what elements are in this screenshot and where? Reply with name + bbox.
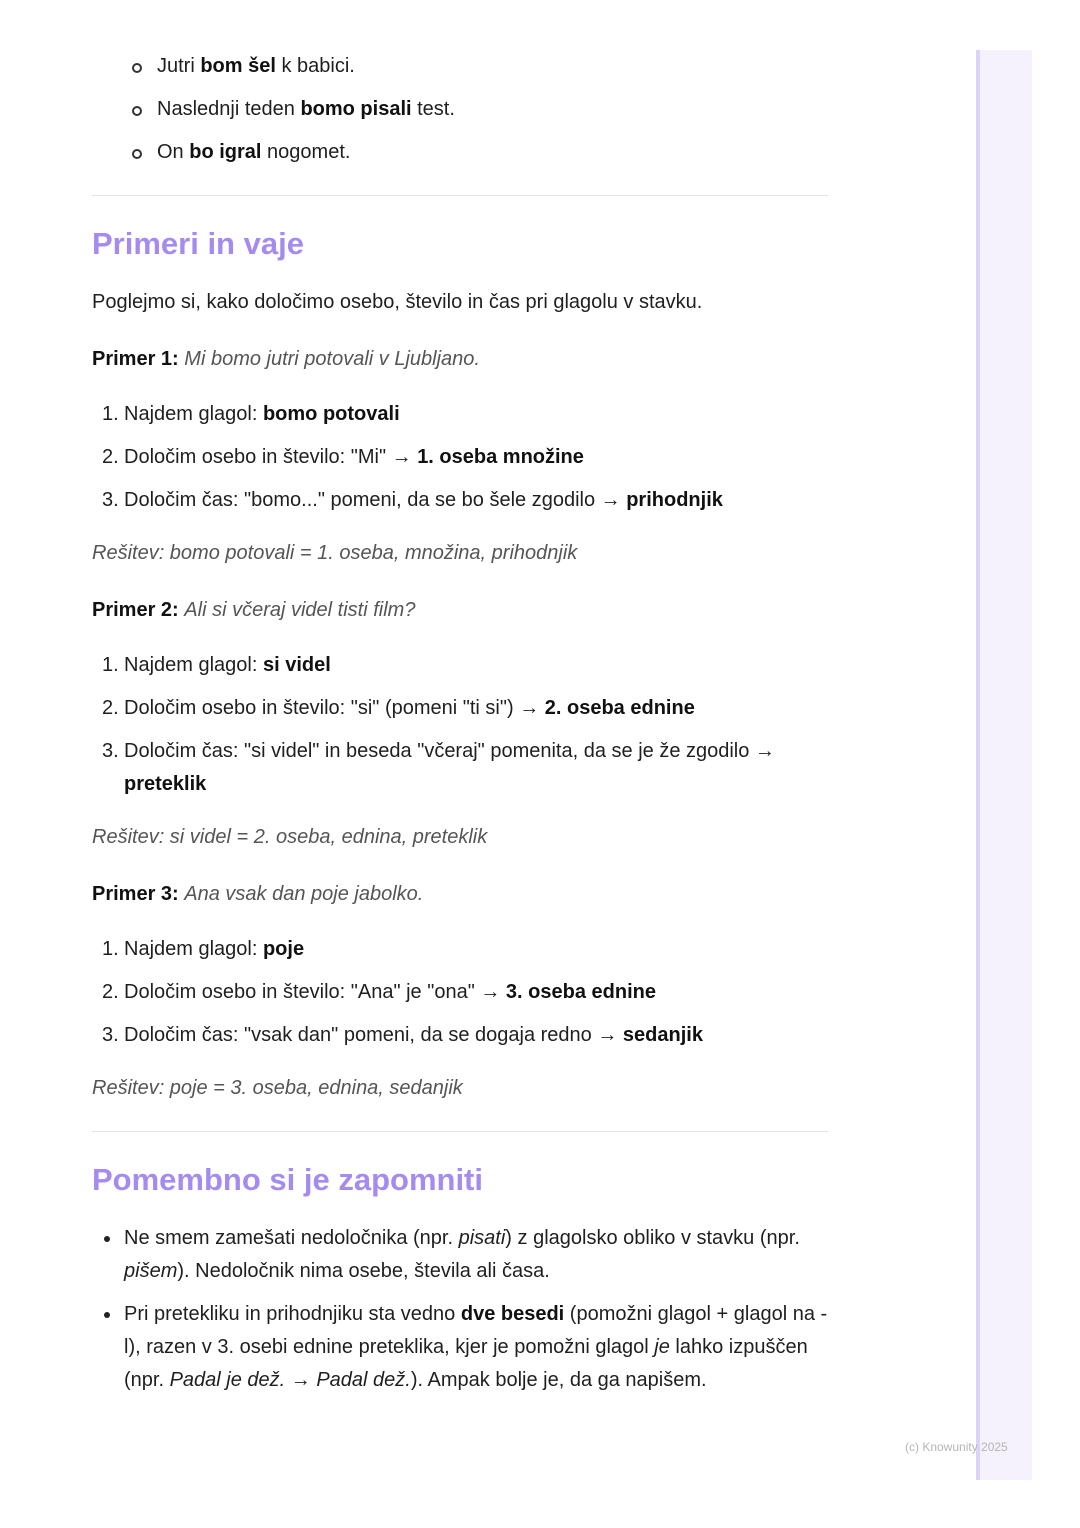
example-1-solution: Rešitev: bomo potovali = 1. oseba, množina, prihodnjik bbox=[92, 542, 578, 564]
step-item: 1. Najdem glagol: poje bbox=[102, 938, 305, 960]
list-item: Pri pretekliku in prihodnjiku sta vedno dve besedi (pomožni glagol + glagol na -l), razen v 3. osebi ednine preteklika, kjer je pomožni glagol je lahko izpuščen (npr. Padal je dež. → Padal dež.). Ampak bolje je, da ga napišem. bbox=[102, 1298, 828, 1397]
step-item: 2. Določim osebo in število: "si" (pomeni "ti si") → 2. oseba ednine bbox=[102, 697, 695, 719]
step-item: 1. Najdem glagol: bomo potovali bbox=[102, 403, 400, 425]
step-item: 3. Določim čas: "vsak dan" pomeni, da se dogaja redno → sedanjik bbox=[102, 1024, 703, 1046]
list-item: Ne smem zamešati nedoločnika (npr. pisati) z glagolsko obliko v stavku (npr. pišem). Nedoločnik nima osebe, števila ali časa. bbox=[102, 1222, 828, 1288]
step-item: 1. Najdem glagol: si videl bbox=[102, 654, 331, 676]
list-item: On bo igral nogomet. bbox=[130, 136, 828, 169]
list-item: Naslednji teden bomo pisali test. bbox=[130, 93, 828, 126]
example-3-steps bbox=[102, 933, 828, 1052]
step-item: 3. Določim čas: "si videl" in beseda "včeraj" pomenita, da se je že zgodilo → preteklik bbox=[102, 740, 775, 795]
example-2-steps bbox=[102, 649, 828, 801]
step-item: 3. Določim čas: "bomo..." pomeni, da se bo šele zgodilo → prihodnjik bbox=[102, 489, 723, 511]
section-divider bbox=[92, 195, 828, 196]
remember-list bbox=[102, 1222, 828, 1397]
section-intro: Poglejmo si, kako določimo osebo, število in čas pri glagolu v stavku. bbox=[92, 291, 703, 313]
copyright-footer: (c) Knowunity 2025 bbox=[905, 1440, 1008, 1454]
section-heading-examples: Primeri in vaje bbox=[92, 226, 304, 261]
list-item: Jutri bom šel k babici. bbox=[130, 50, 828, 83]
section-divider bbox=[92, 1131, 828, 1132]
example-2-heading: Primer 2: Ali si včeraj videl tisti film? bbox=[92, 599, 416, 621]
example-2-solution: Rešitev: si videl = 2. oseba, ednina, preteklik bbox=[92, 826, 488, 848]
example-3-solution: Rešitev: poje = 3. oseba, ednina, sedanjik bbox=[92, 1077, 463, 1099]
page-sidebar bbox=[976, 50, 1032, 1480]
document-content bbox=[92, 50, 828, 1407]
future-tense-examples bbox=[130, 50, 828, 169]
section-heading-remember: Pomembno si je zapomniti bbox=[92, 1162, 483, 1197]
step-item: 2. Določim osebo in število: "Ana" je "ona" → 3. oseba ednine bbox=[102, 981, 656, 1003]
example-1-steps bbox=[102, 398, 828, 517]
step-item: 2. Določim osebo in število: "Mi" → 1. oseba množine bbox=[102, 446, 584, 468]
example-3-heading: Primer 3: Ana vsak dan poje jabolko. bbox=[92, 883, 424, 905]
example-1-heading: Primer 1: Mi bomo jutri potovali v Ljubljano. bbox=[92, 348, 480, 370]
